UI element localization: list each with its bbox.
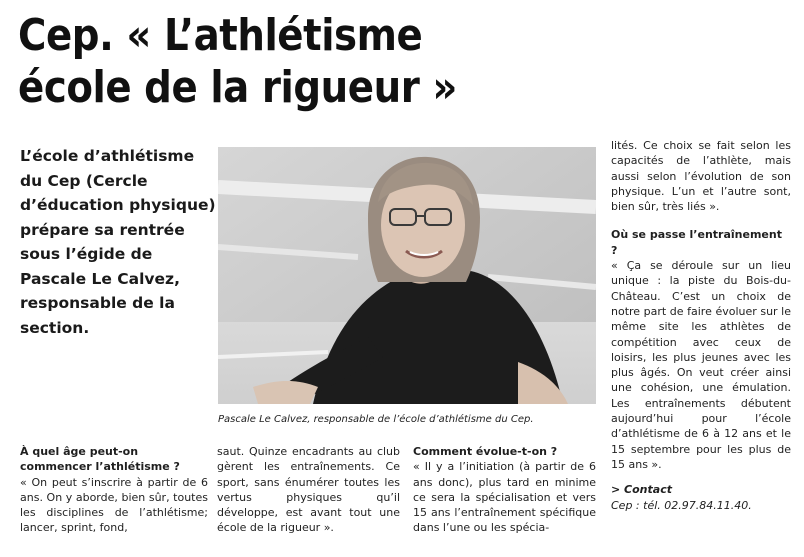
article-column-3: [413, 444, 596, 536]
article-photo: [218, 147, 596, 404]
contact-phone: Cep : tél. 02.97.84.11.40.: [611, 498, 752, 512]
article-column-2: [217, 444, 400, 536]
answer-progression-continued: lités. Ce choix se fait selon les capacités de l’athlète, mais aussi selon l’évolution de son physique. L’un et l’autre sont, bien sûr, très liés ».: [611, 139, 791, 214]
article-column-1: [20, 444, 208, 536]
article-headline: [18, 10, 704, 114]
portrait-photo-illustration: [218, 147, 596, 404]
photo-caption: Pascale Le Calvez, responsable de l’école d’athlétisme du Cep.: [218, 414, 534, 425]
contact-label: > Contact: [611, 483, 672, 497]
article-column-4: [611, 138, 791, 513]
question-location: Où se passe l’entraînement ?: [611, 228, 782, 257]
question-age: À quel âge peut-on commencer l’athlétisme ?: [20, 445, 180, 474]
answer-age-continued: saut. Quinze encadrants au club gèrent les entraînements. Ce sport, sans énumérer toutes les vertus physiques qu’il développe, est avant tout une école de la rigueur ».: [217, 445, 400, 535]
answer-location: « Ça se déroule sur un lieu unique : la piste du Bois-du-Château. C’est un choix de notre part de faire évoluer sur le même site les athlètes de compétition avec ceux de loisirs, les plus jeunes avec les plus âgés. On veut créer ainsi une cohésion, une émulation. Les entraînements débutent aujourd’hui pour l’école d’athlétisme de 6 à 12 ans et le 15 septembre pour les plus de 15 ans ».: [611, 259, 791, 471]
headline-line-2: école de la rigueur »: [18, 62, 457, 113]
answer-age: « On peut s’inscrire à partir de 6 ans. On y aborde, bien sûr, toutes les disciplines de l’athlétisme; lancer, sprint, fond,: [20, 475, 208, 535]
answer-progression: « Il y a l’initiation (à partir de 6 ans donc), plus tard en minime ce sera la spécialisation et vers 15 ans l’entraînement spécifique dans l’une ou les spécia-: [413, 460, 596, 535]
headline-line-1: Cep. « L’athlétisme: [18, 10, 423, 61]
article-lead: L’école d’athlétisme du Cep (Cercle d’éducation physique) prépare sa rentrée sous l’égide de Pascale Le Calvez, responsable de la section.: [20, 147, 216, 337]
question-progression: Comment évolue-t-on ?: [413, 445, 558, 458]
